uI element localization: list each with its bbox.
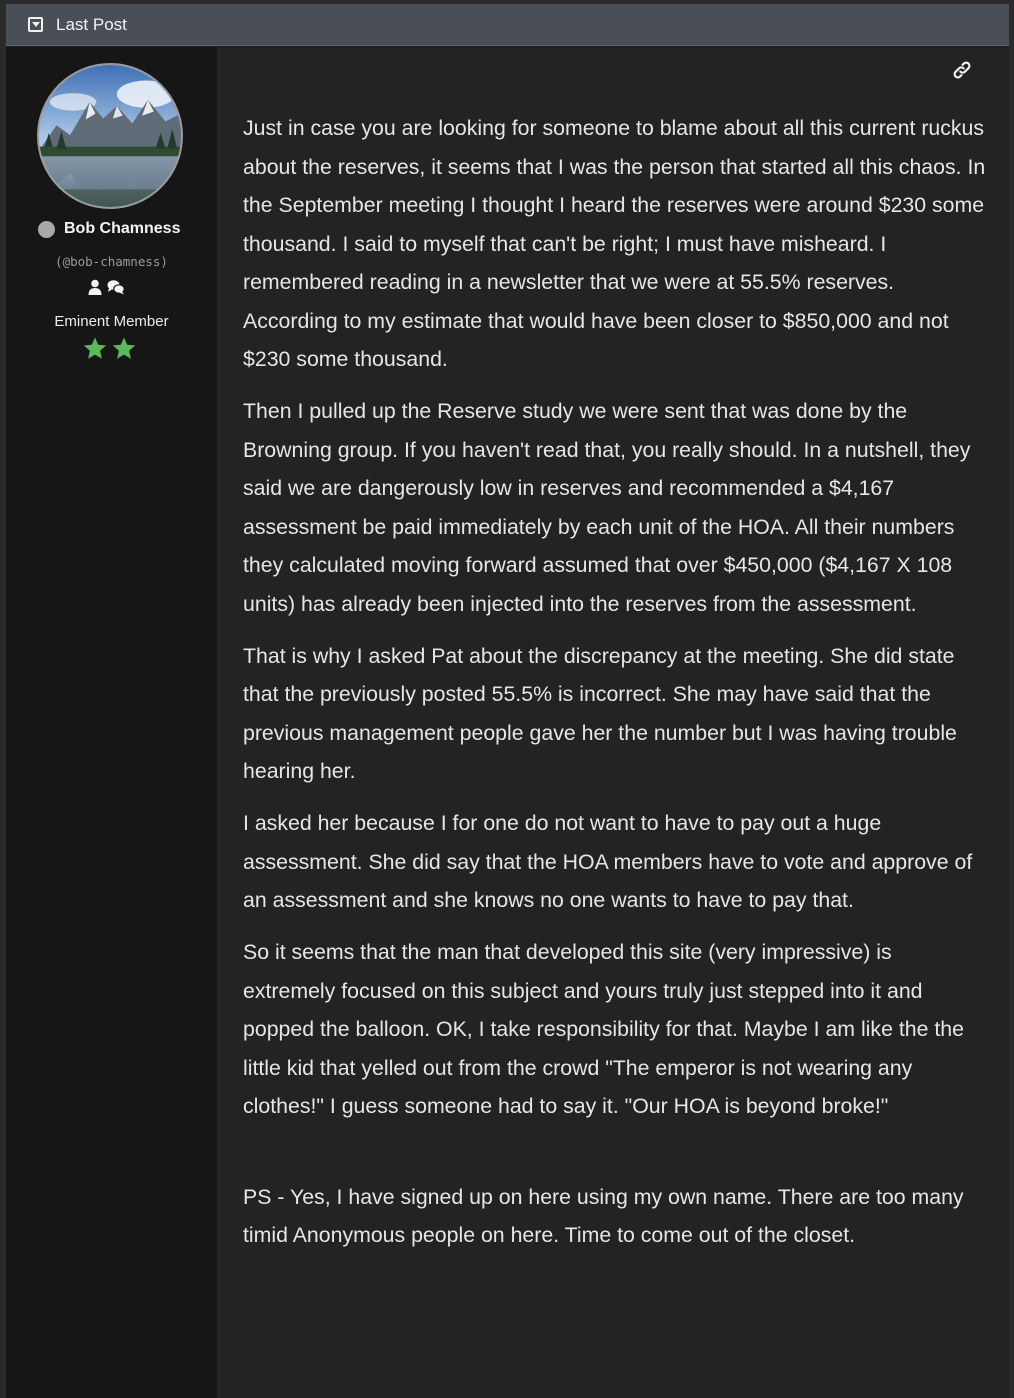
collapse-icon[interactable] (28, 17, 43, 32)
star-icon (112, 337, 136, 360)
mountain-lake-avatar-image (39, 65, 181, 207)
offline-status-icon (38, 221, 55, 238)
post-body (243, 109, 988, 1268)
post-header (6, 4, 1009, 46)
author-name-row (38, 220, 198, 238)
post-paragraph: So it seems that the man that developed this site (very impressive) is extremely focused on this subject and yours truly just stepped into it and popped the balloon. OK, I take responsibility for that. Maybe I am like the the little kid that yelled out from the crowd "The emperor is not wearing any clothes!" I guess someone had to say it. "Our HOA is beyond broke!" (243, 940, 964, 1118)
post-paragraph: Then I pulled up the Reserve study we were sent that was done by the Browning group. If you haven't read that, you really should. In a nutshell, they said we are dangerously low in reserves and recommended a $4,167 assessment be paid immediately by each unit of the HOA. All their numbers they calculated moving forward assumed that over $450,000 ($4,167 X 108 units) has already been injected into the reserves from the assessment. (243, 399, 971, 616)
post-content (217, 47, 1009, 1398)
profile-icon[interactable] (88, 279, 102, 295)
author-action-icons (88, 279, 125, 295)
author-role: Eminent Member (54, 313, 169, 330)
post-header-title: Last Post (56, 14, 127, 34)
post-paragraph: Just in case you are looking for someone to blame about all this current ruckus about the reserves, it seems that I was the person that started all this chaos. In the September meeting I thought I heard the reserves were around $230 some thousand. I said to myself that can't be right; I must have misheard. I remembered reading in a newsletter that we were at 55.5% reserves. According to my estimate that would have been closer to $850,000 and not $230 some thousand. (243, 116, 986, 371)
post-paragraph: That is why I asked Pat about the discrepancy at the meeting. She did state that the previously posted 55.5% is incorrect. She may have said that the previous management people gave her the number but I was having trouble hearing her. (243, 643, 957, 783)
author-rank-stars (83, 337, 136, 360)
avatar[interactable] (37, 63, 183, 209)
post-paragraph: I asked her because I for one do not want to have to pay out a huge assessment. She did say that the HOA members have to vote and approve of an assessment and she knows no one wants to have to pay that. (243, 811, 973, 912)
permalink-icon[interactable] (951, 59, 973, 81)
star-icon (83, 337, 107, 360)
author-handle: (@bob-chamness) (55, 254, 168, 269)
post-container (6, 4, 1009, 1398)
author-name[interactable]: Bob Chamness (64, 220, 181, 237)
post-paragraph: PS - Yes, I have signed up on here using my own name. There are too many timid Anonymous people on here. Time to come out of the closet. (243, 1184, 964, 1247)
chat-bubbles-icon[interactable] (107, 279, 125, 295)
author-sidebar (6, 47, 217, 1398)
